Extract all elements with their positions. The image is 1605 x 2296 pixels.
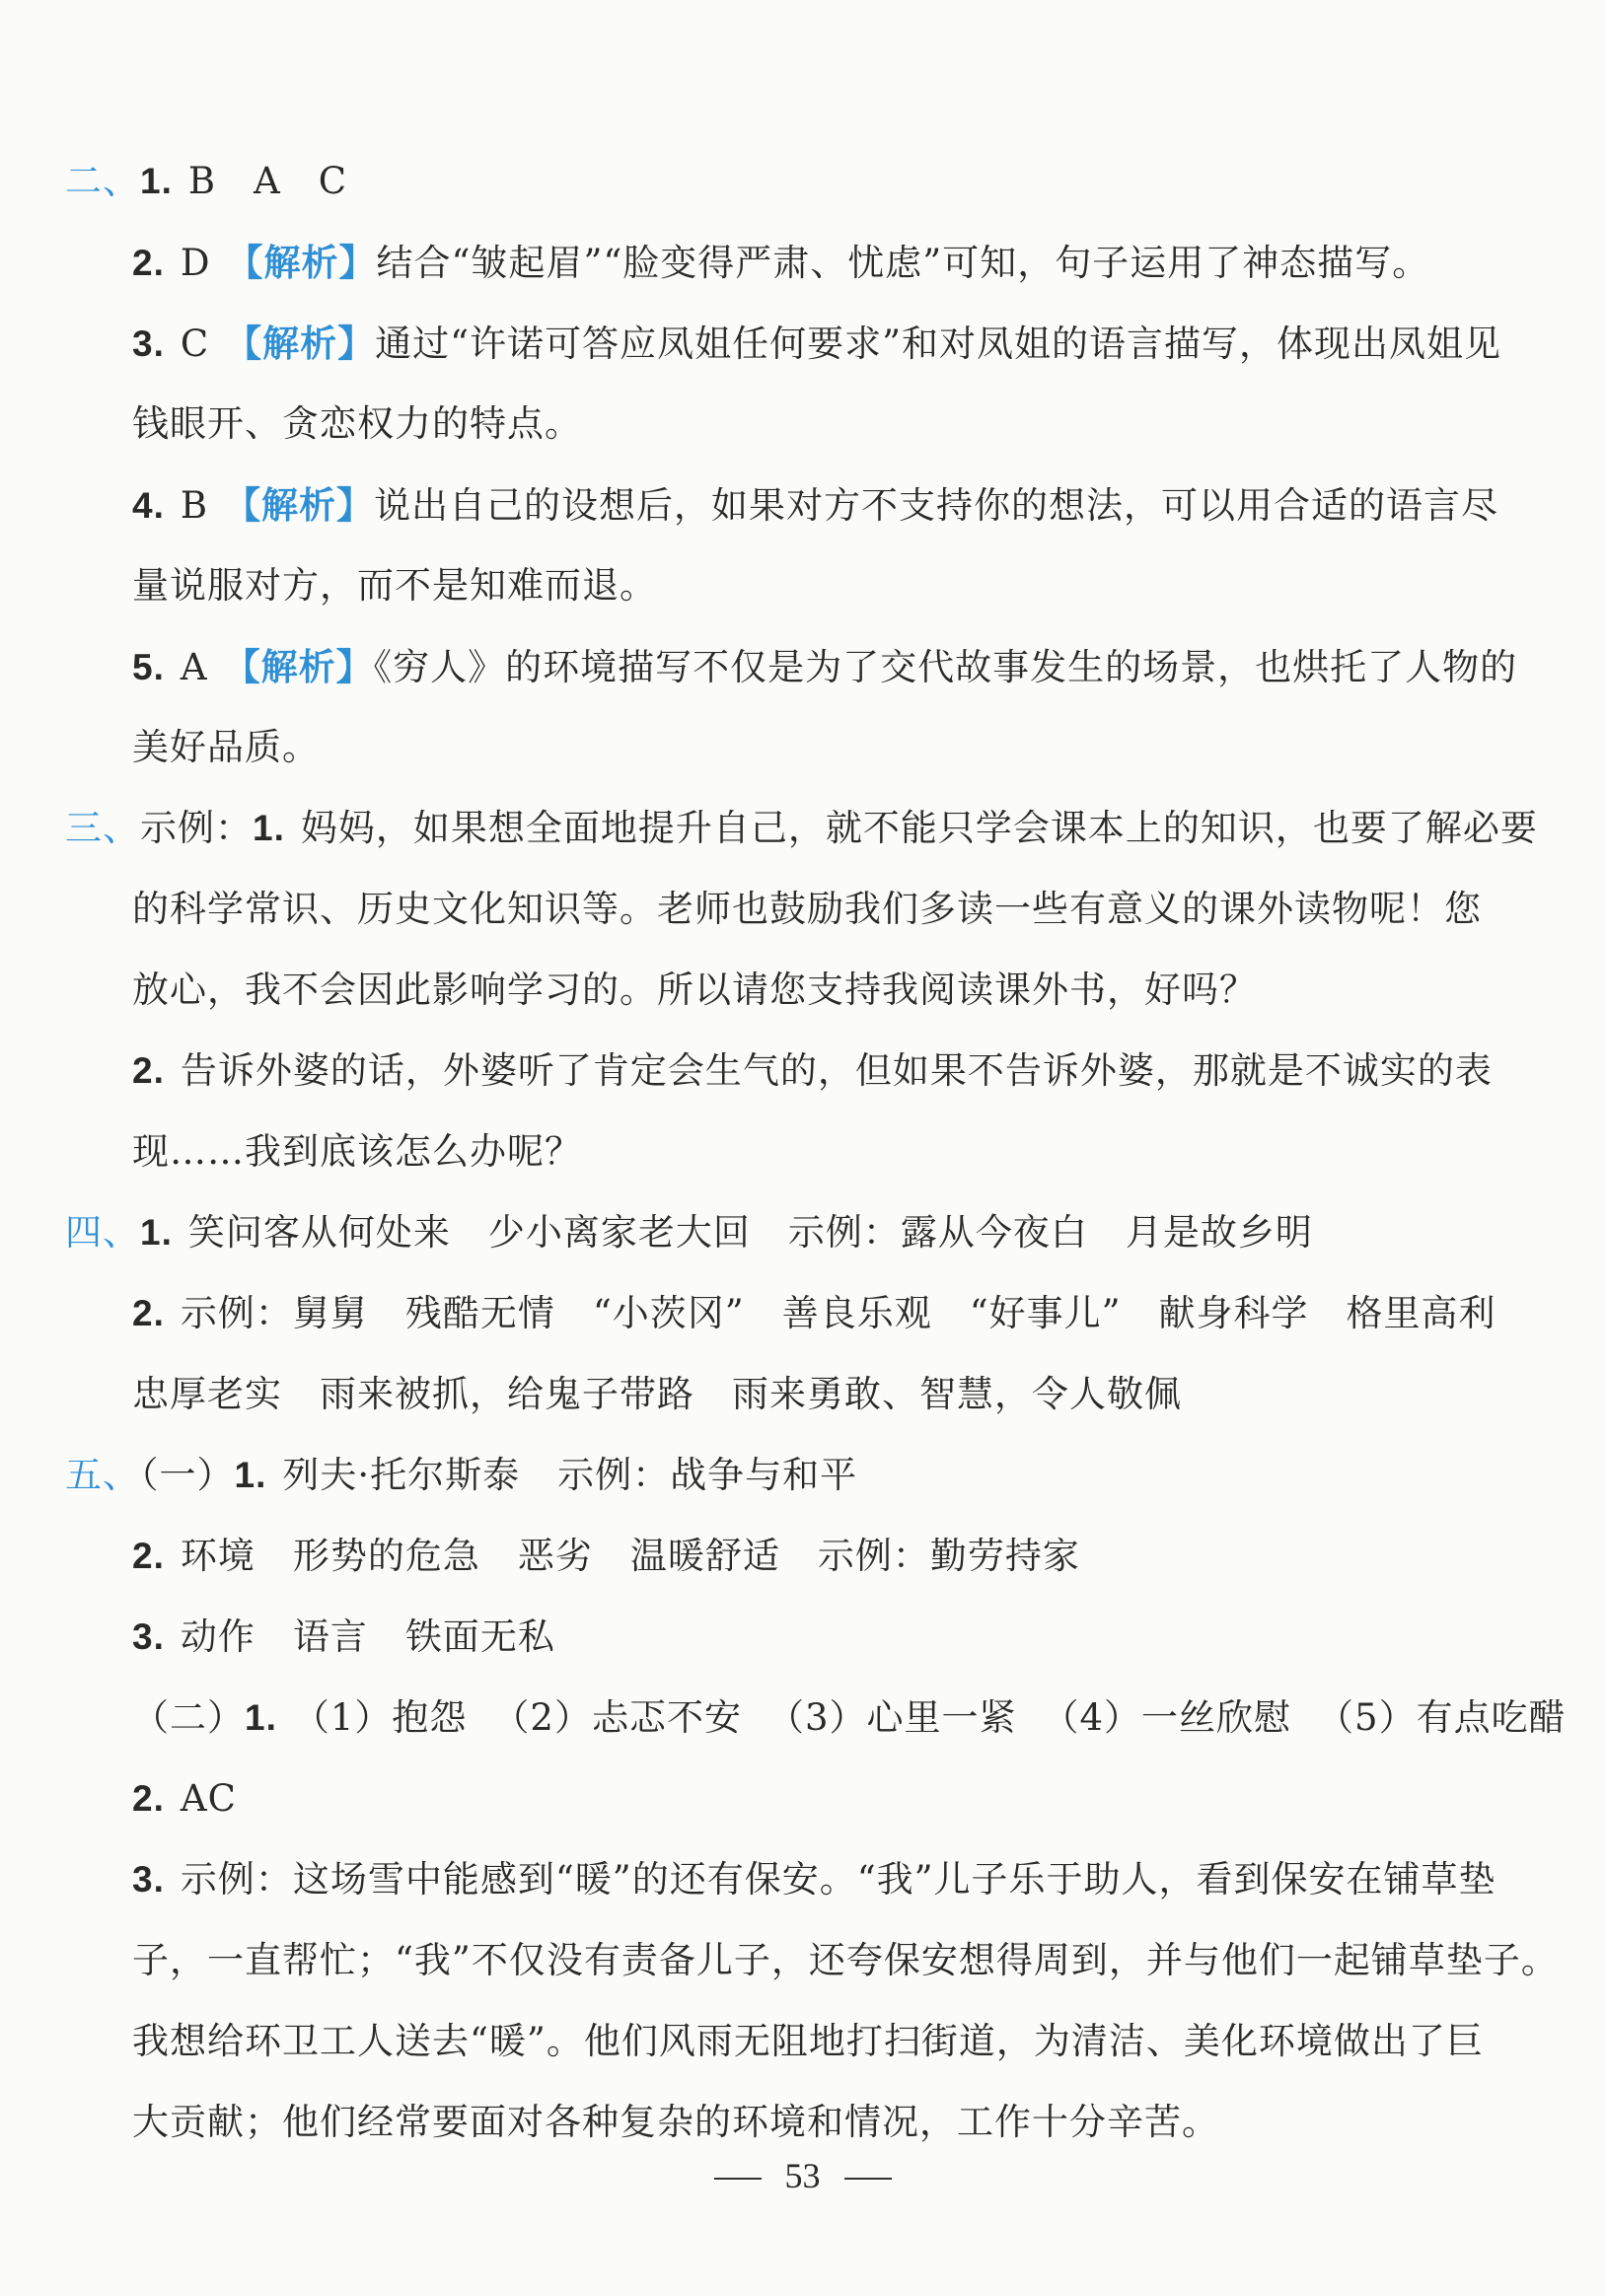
s5-p2-q1-line (132, 1692, 1567, 1744)
s3-q1-line (65, 803, 1538, 854)
s4-q1-line (65, 1207, 1313, 1258)
q-number: 1. (245, 1697, 277, 1738)
answer-item: 雨来勇敢、智慧，令人敬佩 (732, 1373, 1182, 1415)
analysis-text: 美好品质。 (132, 726, 320, 768)
s5-p1-q1-line (65, 1450, 857, 1501)
answer-item: 善良乐观 (781, 1292, 932, 1334)
answer-item: （1）抱怨 (292, 1696, 468, 1739)
footer-dash-right (844, 2178, 892, 2180)
answer-text: 妈妈，如果想全面地提升自己，就不能只学会课本上的知识，也要了解必要 (300, 807, 1538, 849)
q-number: 1. (234, 1455, 267, 1495)
answer-item: 雨来被抓，给鬼子带路 (320, 1373, 694, 1415)
s2-q4-line (132, 479, 1498, 532)
answer-text: 我想给环卫工人送去“暖”。他们风雨无阻地打扫街道，为清洁、美化环境做出了巨 (132, 2020, 1484, 2062)
answer-text: 告诉外婆的话，外婆听了肯定会生气的，但如果不告诉外婆，那就是不诚实的表 (180, 1049, 1493, 1092)
answer-item: 忠厚老实 (132, 1373, 282, 1415)
q-number: 5. (132, 647, 165, 687)
s3-q2-line (132, 1045, 1493, 1097)
answer-text: 子，一直帮忙；“我”不仅没有责备儿子，还夸保安想得周到，并与他们一起铺草垫子。 (132, 1939, 1559, 1981)
section-mark-4: 四、 (65, 1211, 140, 1254)
analysis-tag: 【解析】 (226, 241, 377, 284)
answer-text: 现……我到底该怎么办呢？ (132, 1130, 582, 1173)
answer-item: 笑问客从何处来 (187, 1211, 451, 1254)
part-label: （一） (140, 1454, 235, 1496)
s5-p2-q3-line3 (132, 2016, 1484, 2067)
example-prefix: 示例： (140, 807, 253, 849)
q-number: 2. (132, 1293, 165, 1333)
s2-q5-line (132, 641, 1517, 693)
s5-p2-q3-line (132, 1854, 1496, 1905)
answer-text: AC (180, 1777, 237, 1820)
part-label: （二） (132, 1696, 245, 1739)
q-number: 2. (132, 243, 165, 283)
analysis-tag: 【解析】 (225, 322, 376, 365)
q-number: 2. (132, 1050, 165, 1091)
answer-item: 残酷无情 (404, 1292, 555, 1334)
answer-item: （3）心里一紧 (766, 1696, 1017, 1739)
q-number: 3. (132, 1616, 165, 1657)
analysis-text: 量说服对方，而不是知难而退。 (132, 564, 657, 607)
answer-text: 的科学常识、历史文化知识等。老师也鼓励我们多读一些有意义的课外读物呢！您 (132, 888, 1482, 930)
answer-item: 语言 (292, 1615, 368, 1658)
s3-q2-line2 (132, 1126, 582, 1178)
answer-item: “小茨冈” (592, 1292, 745, 1334)
answer-text: 放心，我不会因此影响学习的。所以请您支持我阅读课外书，好吗？ (132, 969, 1257, 1011)
s5-p1-q3-line (132, 1612, 555, 1663)
s5-p2-q3-line4 (132, 2097, 1219, 2148)
answer-item: 示例：战争与和平 (557, 1454, 858, 1496)
s5-p2-q3-line2 (132, 1935, 1559, 1986)
s2-q2-line (132, 237, 1429, 289)
s2-q3-line2 (132, 398, 582, 450)
answer-item: 少小离家老大回 (487, 1211, 751, 1254)
answer-item: 形势的危急 (292, 1535, 480, 1577)
analysis-tag: 【解析】 (223, 645, 374, 688)
answer-item: 月是故乡明 (1125, 1211, 1313, 1254)
analysis-text: 《穷人》的环境描写不仅是为了交代故事发生的场景，也烘托了人物的 (373, 646, 1518, 688)
section-mark-3: 三、 (65, 807, 140, 849)
answer-choice: C (180, 323, 210, 365)
q-number: 1. (140, 1212, 173, 1253)
analysis-text: 通过“许诺可答应凤姐任何要求”和对凤姐的语言描写，体现出凤姐见 (375, 323, 1502, 365)
answer-text: 示例：这场雪中能感到“暖”的还有保安。“我”儿子乐于助人，看到保安在铺草垫 (180, 1858, 1496, 1901)
answer-item: 动作 (180, 1615, 255, 1658)
answer-item: 恶劣 (517, 1535, 593, 1577)
s3-q1-line3 (132, 965, 1257, 1016)
answer-item: 列夫·托尔斯泰 (282, 1454, 521, 1496)
answer-choice: B (180, 484, 209, 527)
answer-item: 示例：舅舅 (180, 1292, 368, 1334)
answer-item: 温暖舒适 (629, 1535, 780, 1577)
answer-item: 献身科学 (1158, 1292, 1309, 1334)
answer-item: （2）忐忑不安 (492, 1696, 742, 1739)
answer-item: （5）有点吃醋 (1317, 1696, 1567, 1739)
analysis-text: 说出自己的设想后，如果对方不支持你的想法，可以用合适的语言尽 (374, 484, 1499, 527)
answer-item: 示例：勤劳持家 (817, 1535, 1080, 1577)
s5-p2-q2-line (132, 1773, 237, 1825)
page-footer (0, 2150, 1605, 2202)
q-number: 3. (132, 1859, 165, 1900)
answer-item: 铁面无私 (404, 1615, 555, 1658)
answer-choice: A (180, 646, 208, 688)
answer-item: 示例：露从今夜白 (787, 1211, 1088, 1254)
answer-item: 环境 (180, 1535, 255, 1577)
s2-q4-line2 (132, 560, 657, 611)
q-number: 2. (132, 1778, 165, 1819)
q-number: 3. (132, 323, 165, 364)
answer-item: “好事儿” (969, 1292, 1122, 1334)
s4-q2-line (132, 1288, 1496, 1339)
answer-item: （4）一丝欣慰 (1042, 1696, 1292, 1739)
answer-text: 大贡献；他们经常要面对各种复杂的环境和情况，工作十分辛苦。 (132, 2101, 1219, 2143)
s5-p1-q2-line (132, 1531, 1080, 1582)
page-number: 53 (784, 2156, 821, 2195)
analysis-tag: 【解析】 (224, 483, 375, 527)
answer-choice: D (180, 242, 211, 284)
s4-q2-line2 (132, 1369, 1182, 1420)
q-number: 4. (132, 485, 165, 526)
q-number: 1. (253, 808, 285, 848)
q-number: 2. (132, 1536, 165, 1576)
footer-dash-left (714, 2178, 762, 2180)
q-number: 1. (140, 161, 173, 201)
s2-q1-line (65, 156, 347, 207)
section-mark-2: 二、 (65, 160, 140, 202)
s2-q5-line2 (132, 722, 320, 773)
analysis-text: 钱眼开、贪恋权力的特点。 (132, 402, 582, 445)
answer-text: B A C (187, 160, 348, 202)
analysis-text: 结合“皱起眉”“脸变得严肃、忧虑”可知，句子运用了神态描写。 (376, 242, 1430, 284)
section-mark-5: 五、 (65, 1454, 140, 1496)
s3-q1-line2 (132, 884, 1482, 935)
answer-item: 格里高利 (1346, 1292, 1496, 1334)
s2-q3-line (132, 318, 1501, 370)
